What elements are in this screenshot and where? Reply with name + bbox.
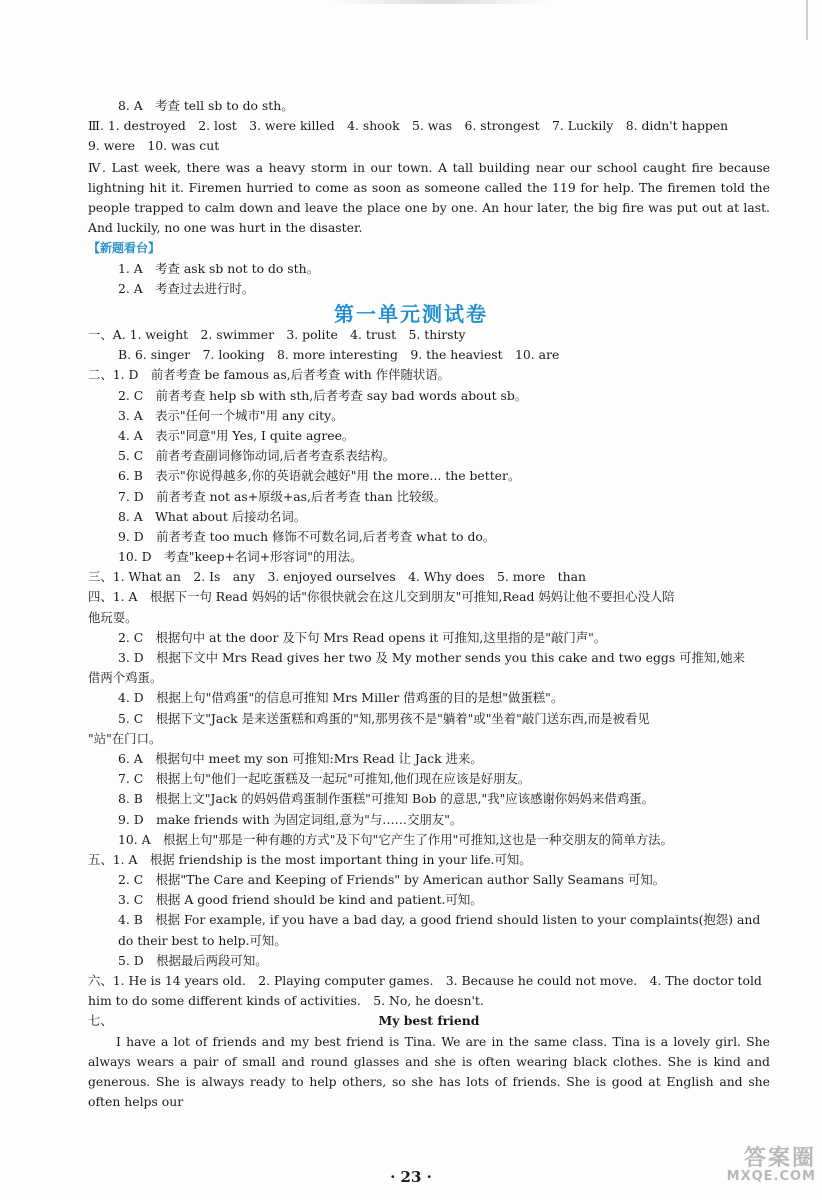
essay-title: My best friend: [378, 1013, 480, 1029]
answer-line: 2. C 根据句中 at the door 及下句 Mrs Read opens it 可推知,这里指的是"敲门声"。: [118, 629, 607, 645]
answer-line: 2. A 考查过去进行时。: [118, 280, 255, 296]
section-tag: 【新题看台】: [88, 241, 161, 256]
answer-line: 二、1. D 前者考查 be famous as,后者考查 with 作伴随状语。: [88, 367, 451, 383]
answer-line-cont: him to do some different kinds of activities. 5. No, he doesn't.: [88, 993, 484, 1009]
answer-line-cont: "站"在门口。: [88, 730, 162, 746]
answer-line: 三、1. What an 2. Is any 3. enjoyed ourselves 4. Why does 5. more than: [88, 569, 586, 585]
answer-line: 10. D 考查"keep+名词+形容词"的用法。: [118, 549, 363, 565]
scan-mark: [330, 0, 550, 4]
answer-line: 9. were 10. was cut: [88, 138, 220, 154]
answer-line: 7. C 根据上句"他们一起吃蛋糕及一起玩"可推知,他们现在应该是好朋友。: [118, 771, 531, 787]
answer-line: 7. D 前者考查 not as+原级+as,后者考查 than 比较级。: [118, 488, 447, 504]
watermark-logo: 答案圈: [743, 1146, 816, 1171]
answer-line: 2. C 前者考查 help sb with sth,后者考查 say bad words about sb。: [118, 387, 528, 403]
answer-line: 一、A. 1. weight 2. swimmer 3. polite 4. trust 5. thirsty: [88, 327, 466, 342]
answer-line: 1. A 考查 ask sb not to do sth。: [118, 260, 320, 276]
answer-line: 8. A What about 后接动名词。: [118, 508, 307, 524]
new-question-tag: [88, 238, 770, 258]
answer-line: 5. C 前者考查副词修饰动词,后者考查系表结构。: [118, 448, 395, 464]
unit-test-title: 第一单元测试卷: [334, 302, 488, 326]
test-section: [88, 325, 770, 1112]
answer-line: 6. B 表示"你说得越多,你的英语就会越好"用 the more... the better。: [118, 468, 521, 484]
answer-line: Ⅲ. 1. destroyed 2. lost 3. were killed 4. shook 5. was 6. strongest 7. Luckily 8. didn't happen: [88, 118, 729, 134]
answer-line: 五、1. A 根据 friendship is the most important thing in your life.可知。: [88, 851, 532, 867]
top-section: [88, 96, 770, 299]
answer-line: 3. C 根据 A good friend should be kind and patient.可知。: [118, 892, 483, 908]
answer-line: 4. B 根据 For example, if you have a bad day, a good friend should listen to your complaints(抱怨) and: [118, 912, 761, 928]
answer-line: 10. A 根据上句"那是一种有趣的方式"及下句"它产生了作用"可推知,这也是一种交朋友的简单方法。: [118, 831, 673, 847]
answer-line: 4. D 根据上句"借鸡蛋"的信息可推知 Mrs Miller 借鸡蛋的目的是想"做蛋糕"。: [118, 690, 564, 706]
answer-line: 3. D 根据下文中 Mrs Read gives her two 及 My mother sends you this cake and two eggs 可推知,她来: [118, 650, 746, 665]
answer-line: 2. C 根据"The Care and Keeping of Friends" by American author Sally Seamans 可知。: [118, 872, 666, 888]
answer-line: 3. A 表示"任何一个城市"用 any city。: [118, 407, 344, 423]
scan-edge: [806, 0, 808, 40]
answer-line: 9. D make friends with 为固定词组,意为"与……交朋友"。: [118, 811, 463, 827]
essay-body: I have a lot of friends and my best friend is Tina. We are in the same class. Tina is a lovely girl. She always wears a pair of small and round glasses and she is often wearing black clothes. She is kind and generous. She is always ready to help others, so she has lots of friends. She is good at English and she often helps our: [88, 1033, 770, 1110]
watermark-url: MXQE.COM: [726, 1169, 816, 1184]
answer-line-cont: 借两个鸡蛋。: [88, 670, 163, 686]
essay-header: [88, 1011, 770, 1031]
answer-line-cont: 他玩耍。: [88, 609, 138, 625]
answer-line: 9. D 前者考查 too much 修饰不可数名词,后者考查 what to do。: [118, 528, 496, 544]
answer-line: B. 6. singer 7. looking 8. more interesting 9. the heaviest 10. are: [118, 347, 560, 363]
answer-line: 8. B 根据上文"Jack 的妈妈借鸡蛋制作蛋糕"可推知 Bob 的意思,"我"应该感谢你妈妈来借鸡蛋。: [118, 791, 654, 807]
answer-line: 4. A 表示"同意"用 Yes, I quite agree。: [118, 427, 355, 443]
site-watermark: [666, 1146, 816, 1194]
answer-line: 六、1. He is 14 years old. 2. Playing computer games. 3. Because he could not move. 4. The doctor told: [88, 973, 762, 988]
section-label: 七、: [88, 1013, 113, 1029]
answer-line-cont: do their best to help.可知。: [118, 932, 287, 948]
answer-line: 8. A 考查 tell sb to do sth。: [118, 98, 294, 113]
answer-line: 5. C 根据下文"Jack 是来送蛋糕和鸡蛋的"知,那男孩不是"躺着"或"坐着"敲门送东西,而是被看见: [118, 710, 650, 726]
answer-line: 四、1. A 根据下一句 Read 妈妈的话"你很快就会在这儿交到朋友"可推知,Read 妈妈让他不要担心没人陪: [88, 589, 675, 605]
answer-line: 6. A 根据句中 meet my son 可推知:Mrs Read 让 Jack 进来。: [118, 750, 483, 766]
answer-line: 5. D 根据最后两段可知。: [118, 952, 268, 968]
page-number: · 23 ·: [390, 1168, 432, 1186]
writing-answer: Ⅳ. Last week, there was a heavy storm in our town. A tall building near our school caught fire because lightning hit it. Firemen hurried to come as soon as someone called the 119 for help. The firemen told the people trapped to calm down and leave the place one by one. An hour later, the big fire was put out at last. And luckily, no one was hurt in the disaster.: [88, 159, 770, 236]
